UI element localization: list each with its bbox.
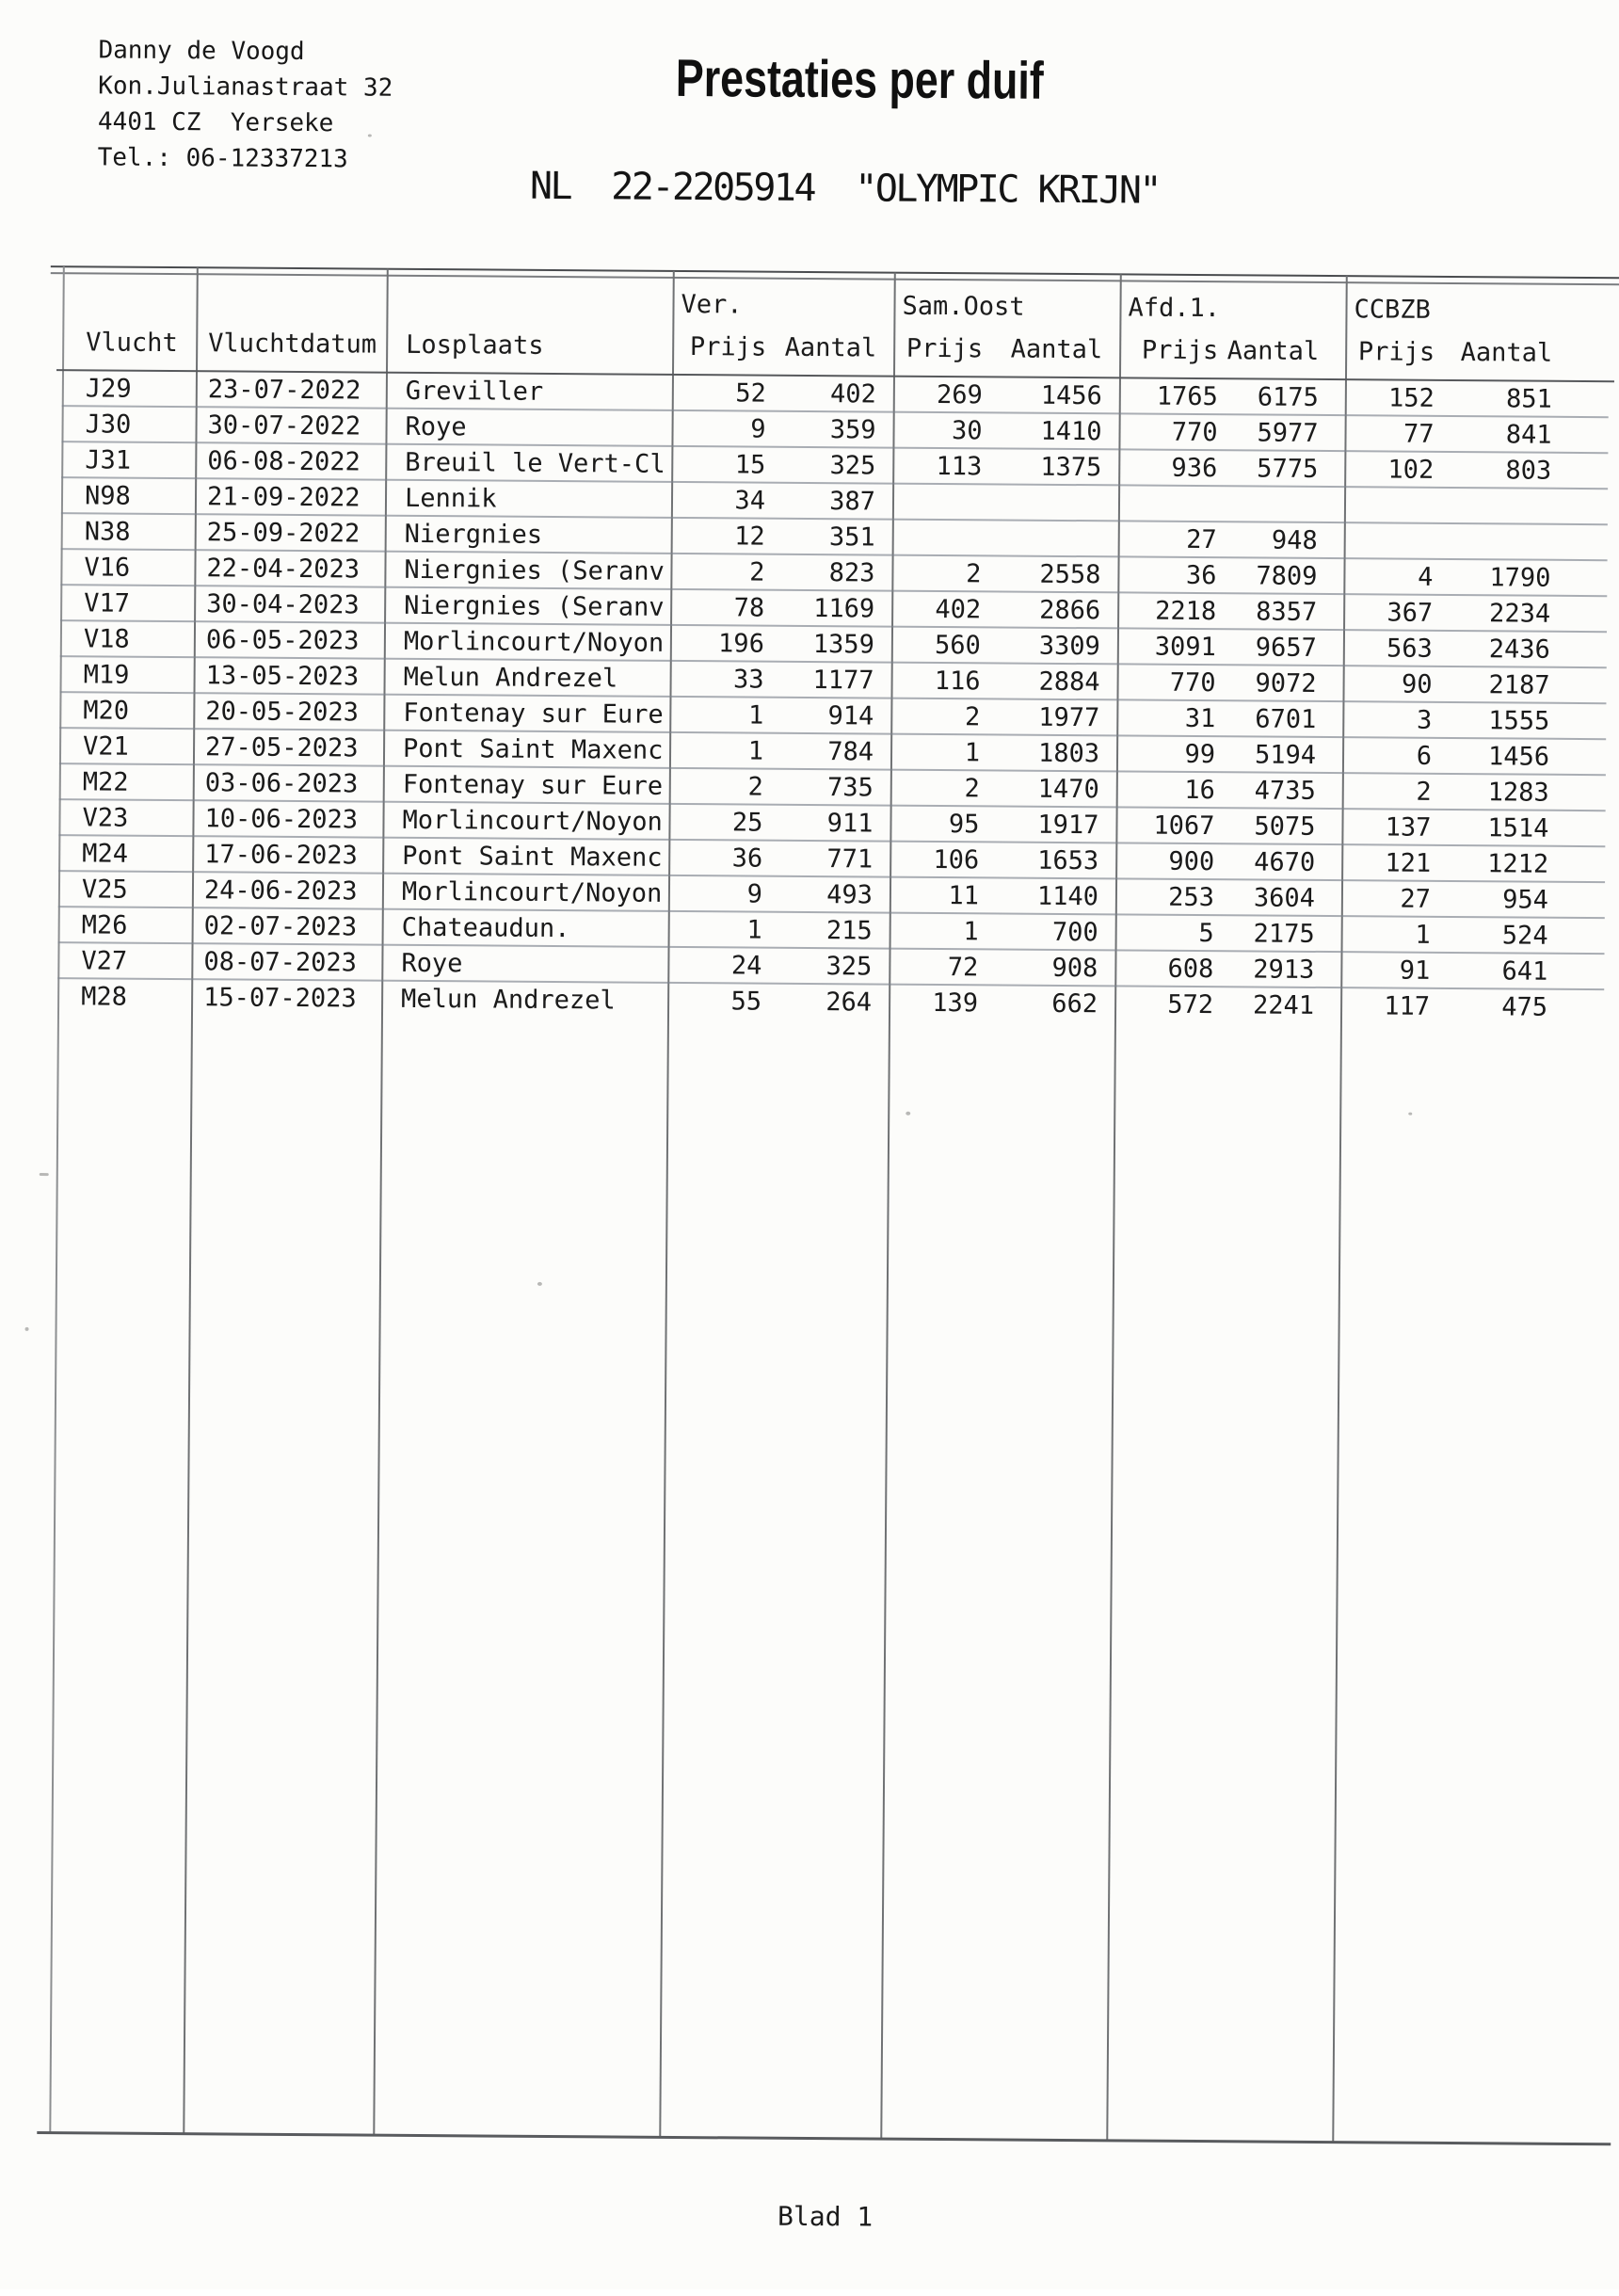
scan-speck (25, 1327, 29, 1331)
ver-prijs-cell: 1 (746, 915, 762, 945)
afd1-aantal-cell: 5977 (1257, 418, 1319, 448)
ver-aantal-cell: 735 (826, 773, 874, 803)
flight-code-cell: M26 (81, 910, 128, 940)
ccbzb-aantal-cell: 851 (1505, 384, 1552, 414)
ver-prijs-cell: 36 (731, 843, 763, 874)
col-header-aantal: Aantal (1010, 334, 1103, 365)
afd1-aantal-cell: 4670 (1254, 847, 1316, 877)
sender-name: Danny de Voogd (98, 36, 305, 67)
ccbzb-prijs-cell: 563 (1386, 634, 1433, 664)
samoost-prijs-cell: 11 (948, 881, 980, 911)
ccbzb-prijs-cell (1344, 523, 1434, 558)
ver-aantal-cell: 402 (829, 379, 876, 409)
samoost-prijs-cell: 269 (936, 379, 983, 410)
ccbzb-aantal-cell: 2187 (1488, 670, 1550, 700)
release-site-cell: Greviller (405, 376, 544, 407)
afd1-prijs-cell: 99 (1184, 739, 1216, 770)
afd1-aantal-cell: 7809 (1256, 561, 1318, 591)
ver-prijs-cell: 15 (734, 450, 766, 480)
release-site-cell: Melun Andrezel (401, 984, 616, 1016)
ver-aantal-cell: 914 (827, 701, 874, 731)
flight-date-cell: 30-07-2022 (207, 410, 361, 442)
afd1-aantal-cell: 5194 (1254, 740, 1317, 770)
ccbzb-prijs-cell: 27 (1400, 884, 1432, 914)
release-site-cell: Melun Andrezel (403, 662, 618, 694)
release-site-cell: Chateaudun. (401, 912, 570, 944)
group-label-ccbzb: CCBZB (1354, 295, 1431, 325)
flight-code-cell: M20 (83, 696, 130, 726)
afd1-aantal-cell: 3604 (1253, 883, 1316, 913)
group-label-afd1: Afd.1. (1128, 293, 1221, 324)
samoost-aantal-cell: 1803 (1037, 738, 1100, 769)
flight-date-cell: 21-09-2022 (206, 482, 361, 513)
scan-speck (1408, 1113, 1412, 1116)
ver-aantal-cell: 1177 (812, 666, 874, 696)
ccbzb-aantal-cell: 524 (1501, 921, 1548, 951)
pigeon-ring-line: NL 22-2205914 "OLYMPIC KRIJN" (529, 164, 1161, 213)
afd1-prijs-cell: 900 (1168, 846, 1215, 877)
samoost-prijs-cell: 139 (932, 987, 979, 1019)
ccbzb-prijs-cell: 3 (1416, 705, 1433, 735)
ccbzb-aantal-cell: 803 (1505, 456, 1552, 486)
sender-phone: Tel.: 06-12337213 (97, 143, 348, 174)
afd1-prijs-cell: 1765 (1156, 381, 1218, 412)
ccbzb-prijs-cell: 121 (1385, 848, 1432, 878)
ccbzb-aantal-cell: 2234 (1489, 599, 1551, 629)
release-site-cell: Fontenay sur Eure (402, 769, 664, 801)
ver-aantal-cell: 493 (826, 880, 874, 910)
afd1-prijs-cell: 16 (1184, 775, 1215, 806)
flight-date-cell: 13-05-2023 (205, 661, 360, 692)
release-site-cell: Breuil le Vert-Cl (405, 447, 665, 479)
col-header-aantal: Aantal (784, 332, 877, 363)
samoost-prijs-cell: 106 (933, 844, 980, 875)
flight-date-cell: 24-06-2023 (203, 875, 358, 907)
ver-prijs-cell: 78 (733, 593, 765, 623)
flight-date-cell: 10-06-2023 (204, 804, 359, 835)
flight-code-cell: M28 (81, 982, 128, 1012)
flight-date-cell: 03-06-2023 (204, 768, 359, 799)
ccbzb-prijs-cell: 4 (1418, 562, 1434, 592)
col-header-prijs: Prijs (689, 332, 767, 362)
ccbzb-aantal-cell: 954 (1502, 885, 1549, 915)
ccbzb-prijs-cell: 102 (1387, 455, 1435, 485)
samoost-aantal-cell: 2866 (1039, 595, 1101, 626)
ver-prijs-cell: 2 (749, 557, 765, 587)
ver-aantal-cell: 215 (826, 916, 873, 946)
scan-speck (906, 1112, 910, 1116)
ver-prijs-cell: 34 (734, 486, 766, 516)
afd1-aantal-cell: 5075 (1254, 811, 1316, 842)
release-site-cell: Niergnies (Seranv (404, 590, 665, 622)
samoost-aantal-cell: 1140 (1036, 881, 1099, 912)
release-site-cell: Roye (401, 948, 463, 979)
samoost-aantal-cell: 908 (1051, 953, 1098, 984)
ver-prijs-cell: 52 (735, 378, 766, 409)
ccbzb-aantal-cell: 1283 (1487, 778, 1549, 808)
samoost-aantal-cell: 1917 (1037, 810, 1099, 841)
col-header-prijs: Prijs (1357, 337, 1435, 367)
afd1-prijs-cell: 27 (1186, 524, 1217, 555)
samoost-prijs-cell: 113 (936, 451, 983, 482)
col-header-prijs: Prijs (906, 333, 984, 364)
samoost-aantal-cell: 700 (1051, 917, 1098, 948)
ver-prijs-cell: 25 (731, 808, 763, 838)
samoost-aantal-cell (982, 521, 1101, 555)
group-label-samoost: Sam.Oost (902, 291, 1025, 322)
afd1-aantal-cell: 9072 (1255, 668, 1317, 698)
release-site-cell: Pont Saint Maxenc (402, 841, 663, 873)
col-header-losplaats: Losplaats (406, 329, 544, 361)
afd1-aantal-cell: 6701 (1255, 704, 1317, 734)
samoost-aantal-cell: 1470 (1037, 774, 1099, 805)
ccbzb-aantal-cell: 1212 (1487, 849, 1549, 879)
column-header-row (62, 328, 1609, 369)
flight-date-cell: 15-07-2023 (203, 983, 357, 1014)
flight-date-cell: 08-07-2023 (203, 947, 358, 978)
samoost-prijs-cell: 2 (966, 559, 982, 589)
ver-aantal-cell: 325 (826, 952, 873, 982)
afd1-aantal-cell: 8357 (1256, 597, 1318, 627)
flight-date-cell: 06-08-2022 (207, 446, 361, 477)
ccbzb-aantal-cell: 1790 (1489, 563, 1551, 593)
ccbzb-aantal-cell: 1555 (1488, 706, 1550, 736)
samoost-aantal-cell: 1653 (1037, 845, 1099, 876)
afd1-prijs-cell: 253 (1168, 882, 1215, 913)
afd1-aantal-cell: 6175 (1257, 382, 1319, 412)
flight-code-cell: M19 (83, 660, 130, 690)
ccbzb-aantal-cell: 841 (1505, 420, 1552, 450)
ver-prijs-cell: 1 (747, 700, 764, 731)
table-header (62, 265, 1610, 382)
ver-aantal-cell: 823 (828, 558, 875, 588)
afd1-aantal-cell: 4735 (1254, 776, 1316, 806)
samoost-prijs-cell: 560 (934, 630, 982, 661)
flight-code-cell: V25 (81, 875, 128, 905)
group-label-ver: Ver. (681, 289, 743, 320)
samoost-aantal-cell: 1410 (1040, 416, 1102, 447)
samoost-prijs-cell: 1 (964, 738, 981, 768)
ver-aantal-cell: 264 (826, 987, 873, 1018)
sender-street: Kon.Julianastraat 32 (98, 72, 393, 103)
flight-date-cell: 17-06-2023 (204, 840, 358, 871)
afd1-aantal-cell (1217, 487, 1318, 522)
flight-date-cell: 22-04-2023 (206, 554, 361, 585)
samoost-aantal-cell (982, 485, 1101, 520)
flight-date-cell: 06-05-2023 (205, 625, 360, 656)
flight-code-cell: J30 (85, 409, 132, 440)
ccbzb-prijs-cell (1344, 488, 1434, 522)
samoost-prijs-cell: 402 (935, 594, 982, 625)
release-site-cell: Pont Saint Maxenc (402, 733, 664, 765)
release-site-cell: Niergnies (Seranv (404, 554, 665, 586)
col-header-aantal: Aantal (1460, 338, 1553, 368)
flight-code-cell: V23 (82, 803, 129, 833)
samoost-prijs-cell: 30 (951, 416, 983, 446)
ccbzb-prijs-cell: 91 (1399, 955, 1431, 986)
samoost-aantal-cell: 1456 (1040, 380, 1102, 411)
sender-city: 4401 CZ Yerseke (97, 107, 334, 138)
flight-date-cell: 25-09-2022 (206, 518, 361, 549)
col-header-vlucht: Vlucht (86, 328, 178, 359)
afd1-aantal-cell: 9657 (1255, 633, 1317, 663)
afd1-prijs-cell (1118, 486, 1217, 521)
afd1-prijs-cell: 608 (1167, 954, 1214, 985)
ccbzb-aantal-cell: 475 (1501, 992, 1548, 1022)
page-number: Blad 1 (777, 2200, 874, 2233)
afd1-prijs-cell: 3091 (1154, 632, 1216, 663)
page-title: Prestaties per duif (675, 47, 1044, 110)
samoost-prijs-cell: 116 (934, 666, 981, 697)
samoost-aantal-cell: 1375 (1040, 452, 1102, 483)
ver-aantal-cell: 1359 (812, 630, 875, 660)
ver-prijs-cell: 33 (732, 665, 764, 695)
flight-code-cell: N98 (84, 481, 131, 511)
group-label-row (62, 286, 1609, 326)
ver-prijs-cell: 9 (750, 414, 766, 444)
ver-prijs-cell: 9 (746, 879, 763, 909)
samoost-prijs-cell: 2 (964, 774, 980, 804)
scan-speck (368, 135, 372, 137)
ver-prijs-cell: 1 (747, 736, 764, 766)
ccbzb-prijs-cell: 117 (1384, 991, 1431, 1021)
ver-aantal-cell: 387 (829, 487, 876, 517)
flight-code-cell: N38 (84, 517, 131, 547)
afd1-prijs-cell: 1067 (1153, 811, 1215, 842)
ccbzb-prijs-cell: 90 (1401, 669, 1433, 699)
release-site-cell: Fontenay sur Eure (403, 698, 664, 730)
samoost-aantal-cell: 2558 (1039, 559, 1101, 590)
ccbzb-prijs-cell: 2 (1416, 777, 1432, 807)
table-bottom-rule (37, 2131, 1611, 2145)
flight-code-cell: V27 (81, 946, 128, 976)
ccbzb-prijs-cell: 152 (1387, 383, 1435, 413)
flight-code-cell: V17 (84, 588, 131, 618)
flight-code-cell: J29 (85, 374, 132, 404)
afd1-prijs-cell: 31 (1184, 703, 1216, 734)
ver-aantal-cell: 325 (829, 451, 876, 481)
samoost-prijs-cell: 95 (948, 810, 980, 840)
ver-aantal-cell: 771 (826, 844, 874, 875)
ver-prijs-cell: 2 (747, 772, 763, 802)
samoost-aantal-cell: 2884 (1038, 666, 1100, 698)
flight-date-cell: 27-05-2023 (204, 732, 359, 763)
ccbzb-aantal-cell: 2436 (1488, 634, 1550, 665)
samoost-prijs-cell: 72 (947, 953, 979, 983)
ver-aantal-cell: 911 (826, 809, 874, 839)
afd1-aantal-cell: 2913 (1253, 955, 1315, 985)
release-site-cell: Morlincourt/Noyon (402, 805, 663, 837)
ccbzb-prijs-cell: 6 (1416, 741, 1433, 771)
ver-prijs-cell: 24 (730, 951, 762, 981)
ccbzb-prijs-cell: 77 (1403, 419, 1435, 449)
flight-date-cell: 02-07-2023 (203, 911, 358, 942)
flight-date-cell: 23-07-2022 (207, 375, 361, 406)
samoost-aantal-cell: 1977 (1038, 702, 1100, 733)
flight-date-cell: 30-04-2023 (206, 589, 360, 620)
col-header-aantal: Aantal (1226, 336, 1320, 366)
afd1-prijs-cell: 2218 (1155, 596, 1217, 627)
ccbzb-prijs-cell: 137 (1385, 812, 1432, 843)
col-header-vluchtdatum: Vluchtdatum (208, 329, 377, 360)
flight-code-cell: M22 (82, 767, 129, 797)
release-site-cell: Morlincourt/Noyon (403, 626, 665, 658)
ccbzb-aantal-cell (1434, 524, 1551, 559)
samoost-prijs-cell (892, 521, 982, 555)
release-site-cell: Roye (405, 411, 467, 442)
afd1-aantal-cell: 948 (1271, 525, 1318, 555)
scan-speck (40, 1173, 49, 1176)
ver-prijs-cell: 12 (734, 522, 765, 552)
flight-code-cell: V21 (82, 731, 129, 762)
ver-aantal-cell: 784 (827, 737, 874, 767)
flight-date-cell: 20-05-2023 (205, 697, 360, 728)
afd1-aantal-cell: 2175 (1253, 919, 1315, 949)
ccbzb-aantal-cell: 1514 (1487, 813, 1549, 843)
afd1-aantal-cell: 5775 (1257, 454, 1319, 484)
afd1-aantal-cell: 2241 (1252, 990, 1315, 1020)
afd1-prijs-cell: 770 (1169, 667, 1216, 698)
afd1-prijs-cell: 936 (1171, 453, 1218, 484)
col-header-prijs: Prijs (1141, 335, 1219, 366)
ver-aantal-cell: 351 (828, 522, 875, 553)
flight-code-cell: J31 (85, 445, 132, 475)
release-site-cell: Niergnies (404, 519, 543, 550)
release-site-cell: Lennik (404, 483, 497, 514)
afd1-prijs-cell: 36 (1185, 560, 1217, 591)
ccbzb-aantal-cell: 1456 (1487, 742, 1550, 772)
ccbzb-prijs-cell: 367 (1387, 598, 1434, 628)
ccbzb-aantal-cell: 641 (1501, 956, 1548, 987)
ccbzb-prijs-cell: 1 (1415, 920, 1431, 950)
samoost-prijs-cell: 2 (964, 702, 981, 732)
ver-aantal-cell: 359 (829, 415, 876, 445)
performance-table (49, 265, 1609, 2144)
samoost-prijs-cell: 1 (963, 917, 979, 947)
ccbzb-aantal-cell (1434, 489, 1551, 523)
release-site-cell: Morlincourt/Noyon (401, 876, 663, 908)
flight-code-cell: M24 (82, 839, 129, 869)
flight-code-cell: V16 (84, 553, 131, 583)
scan-speck (537, 1282, 542, 1286)
afd1-prijs-cell: 5 (1198, 919, 1214, 949)
samoost-aantal-cell: 662 (1051, 988, 1098, 1020)
table-rows (57, 371, 1609, 1026)
ver-prijs-cell: 55 (730, 987, 762, 1017)
ver-prijs-cell: 196 (718, 629, 765, 659)
samoost-aantal-cell: 3309 (1038, 631, 1101, 662)
afd1-prijs-cell: 770 (1171, 417, 1218, 448)
ver-aantal-cell: 1169 (813, 594, 875, 624)
afd1-prijs-cell: 572 (1167, 989, 1214, 1020)
samoost-prijs-cell (892, 485, 982, 520)
flight-code-cell: V18 (83, 624, 130, 654)
